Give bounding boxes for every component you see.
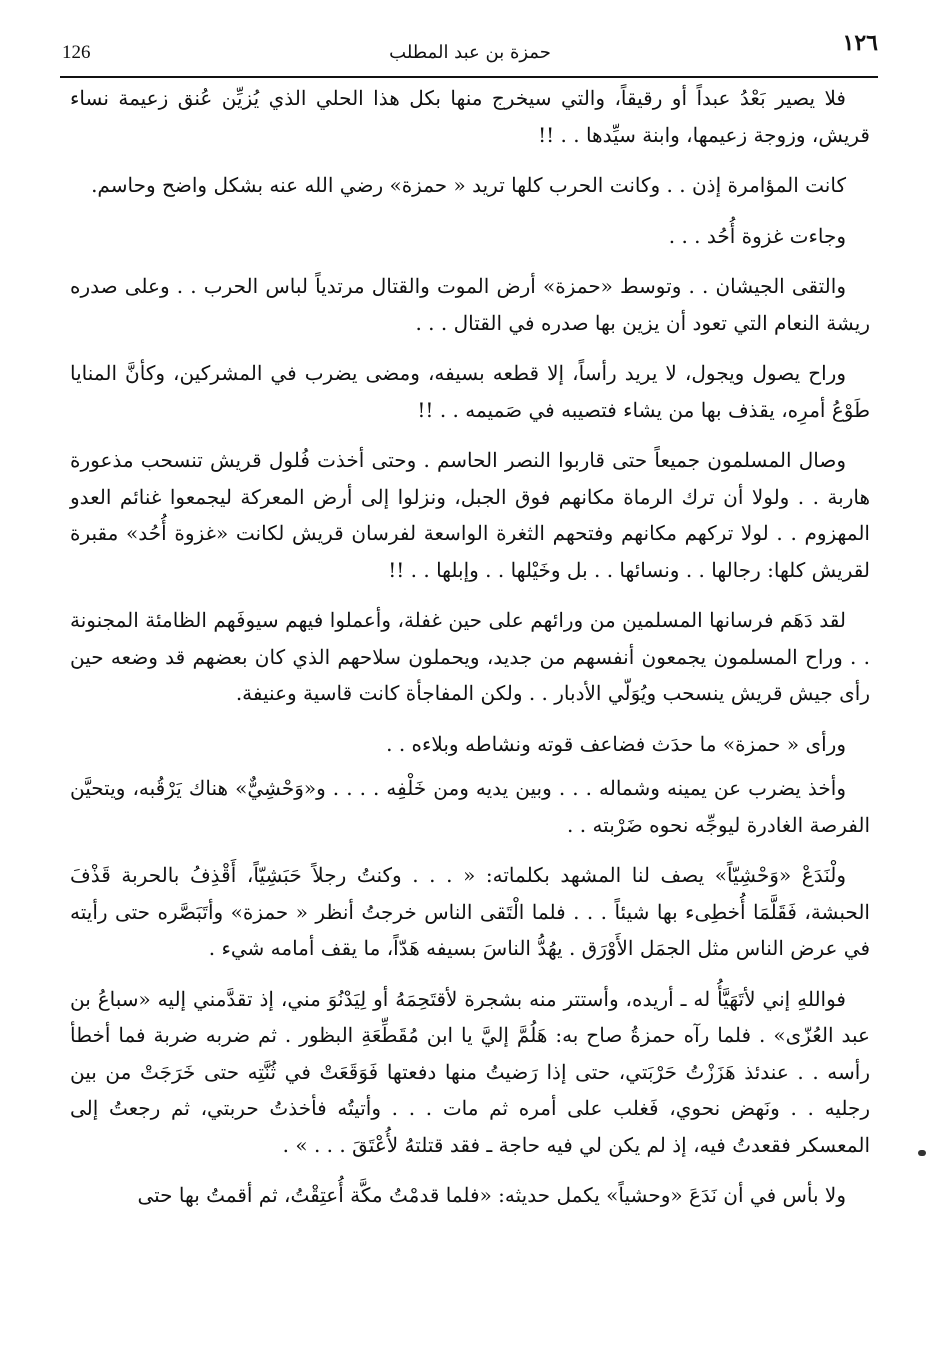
- paragraph: وجاءت غزوة أُحُد . . .: [668, 223, 846, 248]
- body-text: [70, 80, 870, 1228]
- page-header: [60, 28, 880, 74]
- header-rule: [60, 76, 878, 78]
- paragraph: وراح يصول ويجول، لا يريد رأساً، إلا قطعه بسيفه، ومضى يضرب في المشركين، وكأنَّ المنايا طَوْعُ أمرِه، يقذف بها من يشاء فتصيبه في صَميمه . . !!: [70, 361, 870, 422]
- page-number-latin: 126: [62, 42, 91, 63]
- paragraph: ولا بأس في أن نَدَعَ «وحشياً» يكمل حديثه: «فلما قدمْتُ مكَّة أُعتِقْتُ، ثم أقمتُ بها حتى: [137, 1183, 846, 1207]
- paragraph: والتقى الجيشان . . وتوسط «حمزة» أرض الموت والقتال مرتدياً لباس الحرب . . وعلى صدره ريشة النعام التي تعود أن يزين بها صدره في القتال . . .: [70, 274, 870, 335]
- running-title: حمزة بن عبد المطلب: [389, 42, 551, 63]
- paragraph: ورأى « حمزة» ما حدَث فضاعف قوته ونشاطه وبلاءه . .: [386, 731, 846, 756]
- paragraph: ولْنَدَعْ «وَحْشِيّاً» يصف لنا المشهد بكلماته: « . . . وكنتُ رجلاً حَبَشِيّاً، أَقْذِفُ بالحربة قَذْفَ الحبشة، فَقَلَّمَا أُخطِىء بها شيئاً . . . فلما الْتَقى الناس خرجتُ أنظر « حمزة» وأتَبَصَّره حتى رأيته في عرض الناس مثل الجمَل الأَوْرَق . يهُدُّ الناسَ بسيفه هَدّاً، ما يقف أمامه شيء .: [70, 863, 870, 960]
- paragraph: لقد دَهَم فرسانها المسلمين من ورائهم على حين غفلة، وأعملوا فيهم سيوفَهم الظامئة المجنونة . . وراح المسلمون يجمعون أنفسهم من جديد، ويحملون سلاحهم الذي كان بعضهم قد وضعه حين رأى جيش قريش ينسحب ويُوَلّي الأدبار . . ولكن المفاجأة كانت قاسية وعنيفة.: [70, 608, 870, 705]
- paragraph: فواللهِ إني لأتَهَيَّأُ له ـ أريده، وأستتر منه بشجرة لأقتَحِمَهُ أو لِيَدْنُوَ مني، إذ تقدَّمني إليه «سباعُ بن عبد العُزّى» . فلما رآه حمزةُ صاح به: هَلُمَّ إليَّ يا ابن مُقَطِّعَةِ البظور . ثم ضربه ضربة فما أخطأ رأسه . . عندئذ هَزَزْتُ حَرْبَتي، حتى إذا رَضيتُ منها دفعتها فَوَقَعَتْ في ثُنَّتِه حتى خَرَجَتْ من بين رجليه . . ونَهض نحوي، فَغلب على أمره ثم مات . . . وأتيتُه فأخذتُ حربتي، ثم رجعتُ إلى المعسكر فقعدتُ فيه، إذ لم يكن لي فيه حاجة ـ فقد قتلتهُ لأُعْتَقَ . . . » .: [70, 986, 870, 1157]
- page-number-arabic: ١٢٦: [842, 30, 878, 56]
- paragraph: وصال المسلمون جميعاً حتى قاربوا النصر الحاسم . وحتى أخذت فُلول قريش تنسحب مذعورة هاربة . . ولولا أن ترك الرماة مكانهم فوق الجبل، ونزلوا إلى أرض المعركة ليجمعوا غنائم العدو المهزوم . . لولا تركهم مكانهم وفتحهم الثغرة الواسعة لفرسان قريش لكانت «غزوة أُحُد» مقبرة لقريش كلها: رجالها . . ونسائها . . بل وخَيْلها . . وإبلها . . !!: [70, 448, 870, 582]
- paragraph: فلا يصير بَعْدُ عبداً أو رقيقاً، والتي سيخرج منها بكل هذا الحلي الذي يُزيِّن عُنق زعيمة نساء قريش، وزوجة زعيمها، وابنة سيِّدها . . !!: [70, 86, 870, 147]
- scan-speck: [918, 1150, 926, 1156]
- paragraph: كانت المؤامرة إذن . . وكانت الحرب كلها تريد « حمزة» رضي الله عنه بشكل واضح وحاسم.: [91, 173, 846, 197]
- paragraph: وأخذ يضرب عن يمينه وشماله . . . وبين يديه ومن خَلْفِه . . . . و«وَحْشِيٌّ» هناك يَرْقُبه، ويتحيَّن الفرصة الغادرة ليوجِّه نحوه ضَرْبته . .: [70, 776, 870, 837]
